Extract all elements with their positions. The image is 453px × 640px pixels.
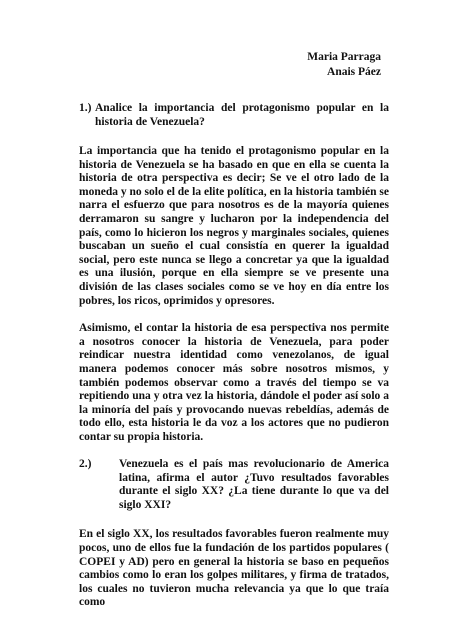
question-number: 1.) (79, 102, 92, 114)
author-name: Maria Parraga (307, 51, 381, 63)
question-1 (79, 102, 389, 129)
question-number: 2.) (79, 458, 92, 471)
author-name: Anais Páez (327, 66, 381, 78)
authors-block (79, 50, 381, 80)
question-text: Analice la importancia del protagonismo popular en la historia de Venezuela? (95, 102, 389, 128)
answer-paragraph: En el siglo XX, los resultados favorables fueron realmente muy pocos, uno de ellos fue la fundación de los partidos populares ( COPEI y AD) pero en general la historia se baso en pequeños cambios como lo eran los golpes militares, y firma de tratados, los cuales no tuvieron mucha relevancia ya que lo que traía como (79, 528, 389, 609)
question-text: Venezuela es el país mas revolucionario de America latina, afirma el autor ¿Tuvo resultados favorables durante el siglo XX? ¿La tiene durante lo que va del siglo XXI? (119, 458, 389, 511)
answer-paragraph: La importancia que ha tenido el protagonismo popular en la historia de Venezuela se ha basado en que en ella se cuenta la historia de otra perspectiva es decir; Se ve el otro lado de la moneda y no solo el de la elite política, en la historia también se narra el esfuerzo que para nosotros es de la mayoría quienes derramaron su sangre y lucharon por la independencia del país, como lo hicieron los negros y marginales sociales, quienes buscaban un sueño el cual consistía en querer la igualdad social, pero este nunca se llego a concretar ya que la igualdad es una ilusión, porque en ella siempre se ve presente una división de las clases sociales como se ve hoy en día entre los pobres, los ricos, oprimidos y opresores. (79, 145, 389, 307)
question-2 (79, 458, 389, 512)
answer-paragraph: Asimismo, el contar la historia de esa perspectiva nos permite a nosotros conocer la historia de Venezuela, para poder reindicar nuestra identidad como venezolanos, de igual manera podemos conocer más sobre nosotros mismos, y también podemos observar como a través del tiempo se va repitiendo una y otra vez la historia, dándole el poder así solo a la minoría del país y provocando nuevas rebeldías, además de todo ello, esta historia le da voz a los actores que no pudieron contar su propia historia. (79, 322, 389, 443)
